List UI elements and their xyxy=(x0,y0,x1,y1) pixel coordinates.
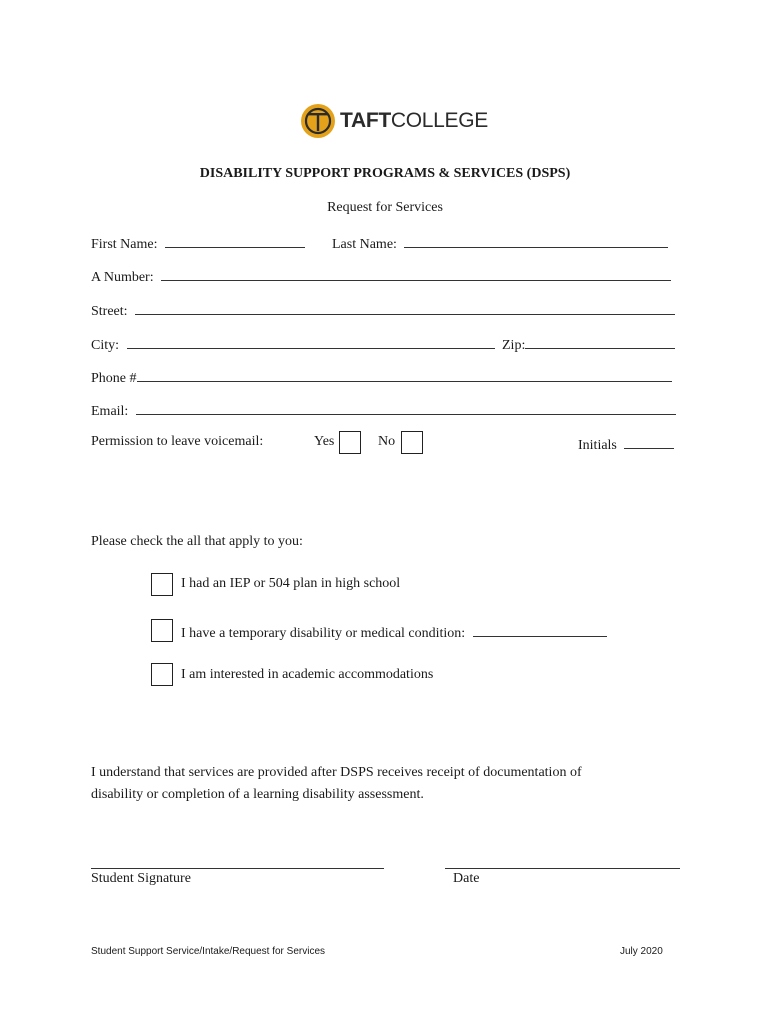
zip-row xyxy=(502,334,675,354)
temporary-disability-checkbox[interactable] xyxy=(151,619,173,642)
voicemail-label: Permission to leave voicemail: xyxy=(91,434,264,449)
form-title: DISABILITY SUPPORT PROGRAMS & SERVICES (DSPS) xyxy=(199,166,571,181)
temporary-disability-row xyxy=(181,622,607,642)
initials-label: Initials xyxy=(578,438,617,453)
first-name-row xyxy=(91,233,305,253)
phone-row xyxy=(91,367,672,387)
city-label: City: xyxy=(91,338,120,353)
first-name-field[interactable] xyxy=(165,233,305,248)
street-field[interactable] xyxy=(135,300,675,315)
brand-rest: COLLEGE xyxy=(390,109,488,132)
zip-label: Zip: xyxy=(502,338,526,353)
iep-checkbox[interactable] xyxy=(151,573,173,596)
last-name-field[interactable] xyxy=(404,233,668,248)
initials-row xyxy=(578,434,674,454)
phone-field[interactable] xyxy=(137,367,672,382)
temporary-disability-label: I have a temporary disability or medical condition: xyxy=(181,626,466,641)
form-subtitle: Request for Services xyxy=(327,200,443,215)
last-name-row xyxy=(332,233,668,253)
street-row xyxy=(91,300,675,320)
a-number-field[interactable] xyxy=(161,266,671,281)
checklist-prompt: Please check the all that apply to you: xyxy=(91,534,303,549)
voicemail-yes-label: Yes xyxy=(314,434,335,449)
iep-label: I had an IEP or 504 plan in high school xyxy=(181,576,401,591)
zip-field[interactable] xyxy=(525,334,675,349)
city-field[interactable] xyxy=(127,334,495,349)
phone-label: Phone # xyxy=(91,371,137,386)
city-row xyxy=(91,334,495,354)
date-line[interactable] xyxy=(445,868,680,869)
first-name-label: First Name: xyxy=(91,237,158,252)
accommodations-checkbox[interactable] xyxy=(151,663,173,686)
a-number-label: A Number: xyxy=(91,270,154,285)
a-number-row xyxy=(91,266,671,286)
college-emblem-icon xyxy=(300,103,336,139)
date-label: Date xyxy=(453,871,480,886)
street-label: Street: xyxy=(91,304,128,319)
last-name-label: Last Name: xyxy=(332,237,397,252)
temporary-disability-field[interactable] xyxy=(473,622,607,637)
email-label: Email: xyxy=(91,404,129,419)
footer-date: July 2020 xyxy=(620,946,663,957)
email-row xyxy=(91,400,676,420)
voicemail-no-checkbox[interactable] xyxy=(401,431,423,454)
student-signature-label: Student Signature xyxy=(91,871,191,886)
footer-form-path: Student Support Service/Intake/Request for Services xyxy=(91,946,326,957)
college-name xyxy=(340,109,488,133)
student-signature-line[interactable] xyxy=(91,868,384,869)
email-field[interactable] xyxy=(136,400,676,415)
accommodations-label: I am interested in academic accommodations xyxy=(181,667,434,682)
voicemail-yes-checkbox[interactable] xyxy=(339,431,361,454)
voicemail-no-label: No xyxy=(378,434,396,449)
initials-field[interactable] xyxy=(624,434,674,449)
brand-bold: TAFT xyxy=(340,109,391,132)
statement-line-1: I understand that services are provided after DSPS receives receipt of documentation of xyxy=(91,765,582,780)
statement-line-2: disability or completion of a learning disability assessment. xyxy=(91,787,424,802)
